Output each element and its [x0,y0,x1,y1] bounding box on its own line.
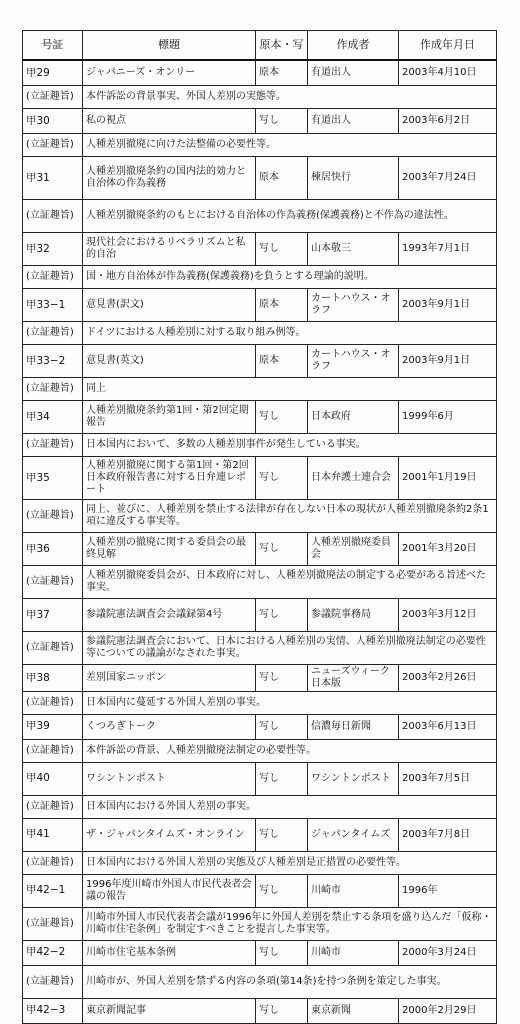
purpose-row [23,134,497,157]
evidence-row [23,998,497,1023]
evidence-number: 甲35 [23,457,83,500]
evidence-number: 甲42−1 [23,874,83,907]
evidence-author: 川崎市 [308,874,399,907]
evidence-type: 原本 [256,60,308,86]
purpose-text: 日本国内に蔓延する外国人差別の事実。 [83,691,497,714]
evidence-title: 人種差別撤廃条約第1回・第2回定期報告 [83,401,256,434]
purpose-row [23,86,497,109]
purpose-row [23,322,497,345]
purpose-row [23,378,497,401]
purpose-row [23,851,497,874]
evidence-type: 写し [256,665,308,692]
purpose-label: (立証趣旨) [23,434,83,457]
evidence-author: 棟居快行 [308,157,399,200]
evidence-author: 山本敬三 [308,233,399,266]
evidence-date: 1996年 [399,874,497,907]
evidence-author: 参議院事務局 [308,599,399,632]
evidence-date: 2003年4月10日 [399,60,497,86]
evidence-title: 参議院憲法調査会会議録第4号 [83,599,256,632]
evidence-type: 写し [256,599,308,632]
evidence-author: 有道出人 [308,60,399,86]
purpose-text: 川崎市外国人市民代表者会議が1996年に外国人差別を禁止する条項を盛り込んだ「仮称・川崎市住宅条例」を制定すべきことを提言した事実等。 [83,907,497,940]
purpose-label: (立証趣旨) [23,322,83,345]
evidence-row [23,818,497,851]
evidence-number: 甲39 [23,714,83,739]
evidence-row [23,233,497,266]
purpose-label: (立証趣旨) [23,965,83,998]
purpose-text: 同上 [83,378,497,401]
evidence-author: ジャパンタイムズ [308,818,399,851]
evidence-number: 甲33−1 [23,289,83,322]
purpose-row [23,965,497,998]
evidence-table-body [23,31,497,1024]
purpose-text: 人種差別撤廃条約のもとにおける自治体の作為義務(保護義務)と不作為の違法性。 [83,200,497,233]
evidence-title: 1996年度川崎市外国人市民代表者会議の報告 [83,874,256,907]
evidence-row [23,457,497,500]
evidence-row [23,940,497,965]
evidence-date: 2003年3月12日 [399,599,497,632]
evidence-type: 写し [256,533,308,566]
evidence-type: 写し [256,714,308,739]
purpose-row [23,200,497,233]
evidence-title: ワシントンポスト [83,762,256,795]
evidence-date: 2001年3月20日 [399,533,497,566]
evidence-author: 有道出人 [308,109,399,134]
purpose-text: 本件訴訟の背景、人種差別撤廃法制定の必要性等。 [83,739,497,762]
evidence-date: 2003年9月1日 [399,345,497,378]
evidence-type: 写し [256,401,308,434]
evidence-date: 1993年7月1日 [399,233,497,266]
evidence-type: 写し [256,762,308,795]
evidence-title: 差別国家ニッポン [83,665,256,692]
evidence-row [23,289,497,322]
purpose-row [23,632,497,665]
evidence-number: 甲29 [23,60,83,86]
evidence-number: 甲40 [23,762,83,795]
purpose-row [23,795,497,818]
evidence-title: 東京新聞記事 [83,998,256,1023]
header-author: 作成者 [308,31,399,61]
evidence-date: 2003年6月2日 [399,109,497,134]
purpose-row [23,739,497,762]
table-header-row [23,31,497,61]
evidence-row [23,762,497,795]
evidence-number: 甲31 [23,157,83,200]
purpose-text: 日本国内における外国人差別の実態及び人種差別是正措置の必要性等。 [83,851,497,874]
evidence-number: 甲30 [23,109,83,134]
evidence-type: 写し [256,457,308,500]
purpose-label: (立証趣旨) [23,632,83,665]
evidence-number: 甲42−3 [23,998,83,1023]
header-type: 原本・写 [256,31,308,61]
evidence-title: 現代社会におけるリベラリズムと私的自治 [83,233,256,266]
evidence-date: 2001年1月19日 [399,457,497,500]
evidence-author: 信濃毎日新聞 [308,714,399,739]
evidence-title: 川崎市住宅基本条例 [83,940,256,965]
evidence-date: 1999年6月 [399,401,497,434]
evidence-type: 写し [256,998,308,1023]
purpose-text: 人種差別撤廃に向けた法整備の必要性等。 [83,134,497,157]
purpose-label: (立証趣旨) [23,200,83,233]
purpose-label: (立証趣旨) [23,851,83,874]
evidence-number: 甲32 [23,233,83,266]
purpose-label: (立証趣旨) [23,566,83,599]
evidence-type: 原本 [256,289,308,322]
evidence-date: 2003年9月1日 [399,289,497,322]
evidence-author: 人種差別撤廃委員会 [308,533,399,566]
evidence-number: 甲38 [23,665,83,692]
evidence-row [23,157,497,200]
evidence-date: 2003年7月8日 [399,818,497,851]
purpose-text: 川崎市が、外国人差別を禁ずる内容の条項(第14条)を持つ条例を策定した事実。 [83,965,497,998]
purpose-label: (立証趣旨) [23,86,83,109]
purpose-row [23,907,497,940]
purpose-text: 本件訴訟の背景事実、外国人差別の実態等。 [83,86,497,109]
evidence-title: 私の視点 [83,109,256,134]
evidence-row [23,665,497,692]
evidence-row [23,599,497,632]
evidence-date: 2003年7月24日 [399,157,497,200]
purpose-row [23,266,497,289]
evidence-number: 甲34 [23,401,83,434]
purpose-text: 人種差別撤廃委員会が、日本政府に対し、人種差別撤廃法の制定する必要がある旨述べた事実。 [83,566,497,599]
evidence-type: 写し [256,109,308,134]
purpose-label: (立証趣旨) [23,795,83,818]
evidence-type: 写し [256,818,308,851]
evidence-title: くつろぎトーク [83,714,256,739]
purpose-label: (立証趣旨) [23,500,83,533]
evidence-author: 東京新聞 [308,998,399,1023]
purpose-text: 日本国内における外国人差別の事実。 [83,795,497,818]
purpose-label: (立証趣旨) [23,691,83,714]
evidence-number: 甲36 [23,533,83,566]
purpose-text: 参議院憲法調査会において、日本における人種差別の実情、人種差別撤廃法制定の必要性等についての議論がなされた事実。 [83,632,497,665]
evidence-date: 2000年2月29日 [399,998,497,1023]
evidence-author: カートハウス・オラフ [308,289,399,322]
purpose-row [23,434,497,457]
header-number: 号証 [23,31,83,61]
purpose-label: (立証趣旨) [23,378,83,401]
evidence-type: 写し [256,940,308,965]
evidence-date: 2003年7月5日 [399,762,497,795]
purpose-text: 国・地方自治体が作為義務(保護義務)を負うとする理論的説明。 [83,266,497,289]
purpose-label: (立証趣旨) [23,134,83,157]
evidence-title: 人種差別の撤廃に関する委員会の最終見解 [83,533,256,566]
evidence-type: 写し [256,874,308,907]
evidence-title: 人種差別撤廃に関する第1回・第2回日本政府報告書に対する日弁連レポート [83,457,256,500]
purpose-label: (立証趣旨) [23,739,83,762]
purpose-label: (立証趣旨) [23,266,83,289]
header-title: 標題 [83,31,256,61]
evidence-row [23,109,497,134]
purpose-row [23,691,497,714]
evidence-number: 甲33−2 [23,345,83,378]
evidence-type: 原本 [256,345,308,378]
evidence-author: 日本弁護士連合会 [308,457,399,500]
evidence-number: 甲42−2 [23,940,83,965]
purpose-row [23,566,497,599]
purpose-text: 同上、並びに、人種差別を禁止する法律が存在しない日本の現状が人種差別撤廃条約2条1項に違反する事実等。 [83,500,497,533]
evidence-title: 人種差別撤廃条約の国内法的効力と自治体の作為義務 [83,157,256,200]
evidence-author: ニューズウィーク日本版 [308,665,399,692]
evidence-title: ジャパニーズ・オンリー [83,60,256,86]
evidence-title: 意見書(訳文) [83,289,256,322]
evidence-author: ワシントンポスト [308,762,399,795]
evidence-date: 2003年2月26日 [399,665,497,692]
evidence-author: 日本政府 [308,401,399,434]
evidence-number: 甲37 [23,599,83,632]
purpose-text: ドイツにおける人種差別に対する取り組み例等。 [83,322,497,345]
evidence-row [23,533,497,566]
evidence-date: 2003年6月13日 [399,714,497,739]
evidence-row [23,714,497,739]
evidence-type: 原本 [256,157,308,200]
purpose-text: 日本国内において、多数の人種差別事件が発生している事実。 [83,434,497,457]
evidence-table [22,30,497,1024]
evidence-author: 川崎市 [308,940,399,965]
evidence-row [23,874,497,907]
evidence-title: ザ・ジャパンタイムズ・オンライン [83,818,256,851]
evidence-author: カートハウス・オラフ [308,345,399,378]
evidence-row [23,60,497,86]
evidence-row [23,345,497,378]
evidence-number: 甲41 [23,818,83,851]
evidence-date: 2000年3月24日 [399,940,497,965]
evidence-title: 意見書(英文) [83,345,256,378]
evidence-type: 写し [256,233,308,266]
purpose-row [23,500,497,533]
header-date: 作成年月日 [399,31,497,61]
evidence-row [23,401,497,434]
purpose-label: (立証趣旨) [23,907,83,940]
